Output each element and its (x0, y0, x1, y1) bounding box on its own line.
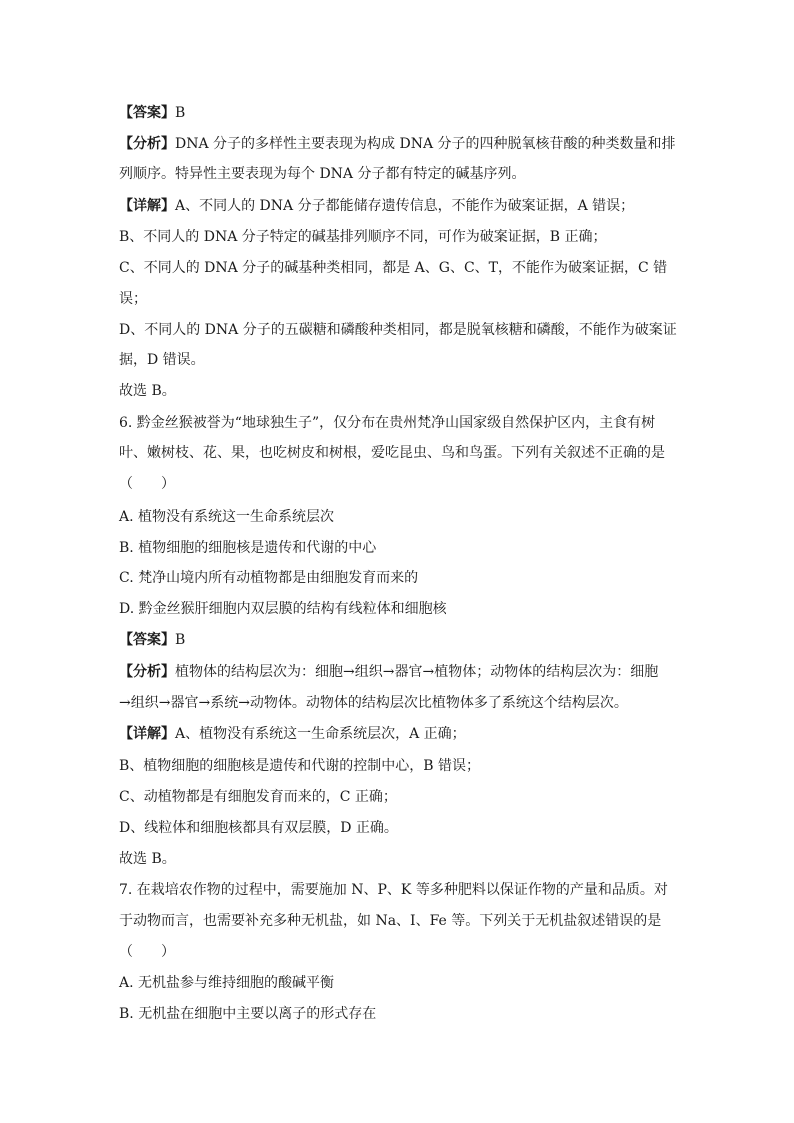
detail-line-5: D、不同人的 DNA 分子的五碳糖和磷酸种类相同，都是脱氧核糖和磷酸，不能作为破案证 (119, 322, 677, 338)
analysis-text-1: DNA 分子的多样性主要表现为构成 DNA 分子的四种脱氧核苷酸的种类数量和排 (175, 136, 676, 152)
detail-text-1: A、植物没有系统这一生命系统层次，A 正确； (175, 726, 466, 742)
detail-line-1 (119, 724, 679, 744)
detail-line-6: 据，D 错误。 (119, 352, 205, 368)
option-d: D. 黔金丝猴肝细胞内双层膜的结构有线粒体和细胞核 (119, 601, 447, 617)
question-6-stem-1: 6. 黔金丝猴被誉为“地球独生子”，仅分布在贵州梵净山国家级自然保护区内，主食有树 (119, 415, 656, 431)
detail-line-2: B、不同人的 DNA 分子特定的碱基排列顺序不同，可作为破案证据，B 正确； (119, 229, 607, 245)
answer-tag: 【答案】 (119, 105, 175, 121)
answer-line (119, 630, 679, 650)
analysis-line-1 (119, 134, 679, 154)
option-b: B. 植物细胞的细胞核是遗传和代谢的中心 (119, 540, 377, 556)
answer-tag: 【答案】 (119, 632, 175, 648)
detail-line-4: D、线粒体和细胞核都具有双层膜，D 正确。 (119, 820, 398, 836)
option-b: B. 无机盐在细胞中主要以离子的形式存在 (119, 1006, 377, 1022)
analysis-tag: 【分析】 (119, 664, 175, 680)
detail-line-2: B、植物细胞的细胞核是遗传和代谢的控制中心，B 错误； (119, 758, 481, 774)
detail-text-1: A、不同人的 DNA 分子都能储存遗传信息，不能作为破案证据，A 错误； (175, 198, 635, 214)
analysis-line-2: 列顺序。特异性主要表现为每个 DNA 分子都有特定的碱基序列。 (119, 166, 526, 182)
question-7-blank: （ ） (119, 944, 175, 960)
detail-line-4: 误； (119, 291, 147, 307)
question-7-stem-1: 7. 在栽培农作物的过程中，需要施加 N、P、K 等多种肥料以保证作物的产量和品质。对 (119, 882, 668, 898)
detail-line-1 (119, 196, 679, 216)
detail-line-3: C、动植物都是有细胞发育而来的，C 正确； (119, 789, 397, 805)
detail-line-3: C、不同人的 DNA 分子的碱基种类相同，都是 A、G、C、T，不能作为破案证据，C 错 (119, 260, 668, 276)
detail-tag: 【详解】 (119, 726, 175, 742)
question-7-stem-2: 于动物而言，也需要补充多种无机盐，如 Na、I、Fe 等。下列关于无机盐叙述错误的是 (119, 913, 662, 929)
detail-tag: 【详解】 (119, 198, 175, 214)
option-c: C. 梵净山境内所有动植物都是由细胞发育而来的 (119, 570, 419, 586)
analysis-line-2: →组织→器官→系统→动物体。动物体的结构层次比植物体多了系统这个结构层次。 (119, 695, 628, 711)
option-a: A. 无机盐参与维持细胞的酸碱平衡 (119, 975, 335, 991)
conclusion: 故选 B。 (119, 383, 176, 399)
conclusion: 故选 B。 (119, 851, 176, 867)
analysis-tag: 【分析】 (119, 136, 175, 152)
analysis-text-1: 植物体的结构层次为：细胞→组织→器官→植物体；动物体的结构层次为：细胞 (175, 664, 659, 680)
answer-value: B (175, 105, 186, 121)
option-a: A. 植物没有系统这一生命系统层次 (119, 509, 335, 525)
answer-line (119, 103, 679, 123)
question-6-blank: （ ） (119, 476, 175, 492)
answer-value: B (175, 632, 186, 648)
question-6-stem-2: 叶、嫩树枝、花、果，也吃树皮和树根，爱吃昆虫、鸟和鸟蛋。下列有关叙述不正确的是 (119, 445, 665, 461)
analysis-line-1 (119, 662, 679, 682)
